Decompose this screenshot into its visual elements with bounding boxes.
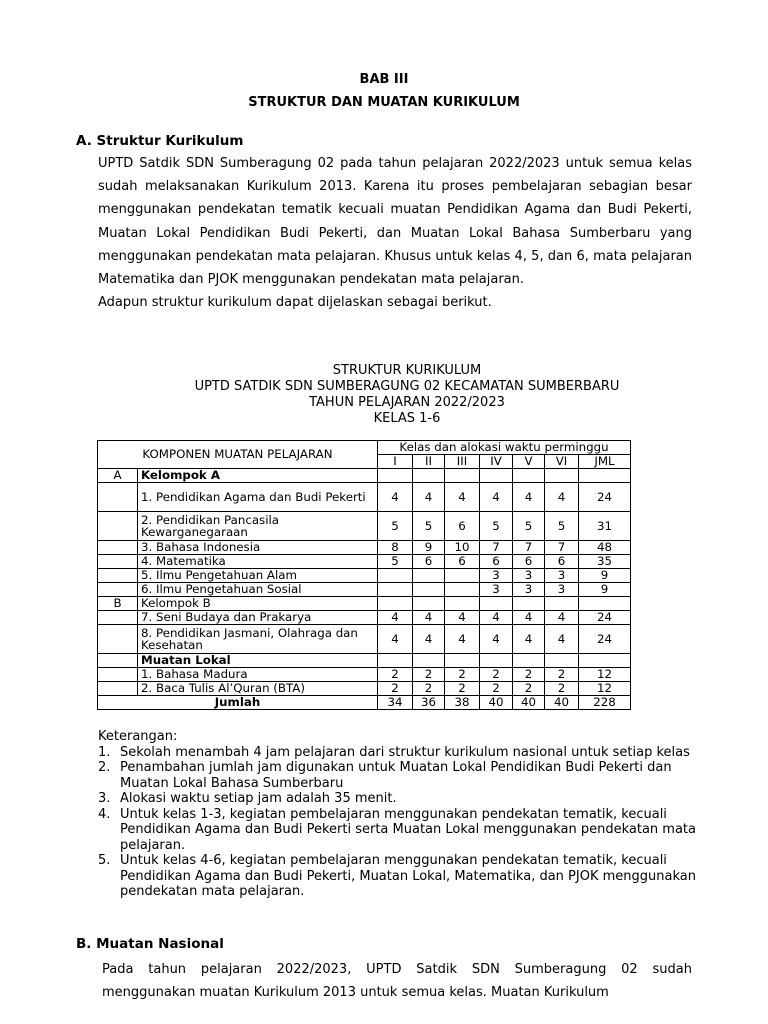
cell-value: 7 [545,541,579,555]
header-alokasi: Kelas dan alokasi waktu perminggu [378,441,631,455]
cell-value [378,569,413,583]
header-kelas: I [378,455,413,469]
cell-value: 4 [413,483,445,512]
table-title-block [0,363,768,427]
section-a-body [98,152,692,314]
cell-total: 9 [579,569,631,583]
jumlah-value: 40 [513,696,545,710]
cell-value: 4 [445,611,480,625]
table-title-line: KELAS 1-6 [373,411,441,426]
subject-label: 1. Bahasa Madura [138,668,378,682]
section-b-paragraph: Pada tahun pelajaran 2022/2023, UPTD Satdik SDN Sumberagung 02 sudah menggunakan muatan Kurikulum 2013 untuk semua kelas. Muatan Kurikulum [102,962,692,1001]
table-title-line: TAHUN PELAJARAN 2022/2023 [309,395,505,410]
header-kelas: III [445,455,480,469]
cell-value [413,569,445,583]
note-item [98,745,698,761]
subject-label: 3. Bahasa Indonesia [138,541,378,555]
section-a-heading: A. Struktur Kurikulum [76,133,244,149]
cell-value: 3 [480,583,513,597]
group-b-code: B [98,597,138,611]
header-kelas: IV [480,455,513,469]
note-item [98,760,698,791]
cell-value: 2 [480,682,513,696]
subject-label: 7. Seni Budaya dan Prakarya [138,611,378,625]
cell-value: 4 [513,483,545,512]
cell-total: 12 [579,682,631,696]
note-number: 2. [98,760,111,775]
group-a-row [98,469,631,483]
cell-value: 4 [545,483,579,512]
muatan-lokal-label: Muatan Lokal [138,654,378,668]
note-item [98,853,698,900]
cell-value: 10 [445,541,480,555]
cell-value: 8 [378,541,413,555]
cell-total: 24 [579,611,631,625]
cell-value: 3 [513,583,545,597]
cell-value: 2 [378,682,413,696]
note-number: 3. [98,791,111,806]
subject-label: 1. Pendidikan Agama dan Budi Pekerti [138,483,378,512]
cell-total: 31 [579,512,631,541]
cell-value [445,583,480,597]
muatan-lokal-row [98,654,631,668]
cell-total: 35 [579,555,631,569]
header-kelas: II [413,455,445,469]
cell-value: 3 [545,569,579,583]
cell-value: 5 [378,512,413,541]
cell-value: 4 [413,625,445,654]
subject-label: 6. Ilmu Pengetahuan Sosial [138,583,378,597]
cell-value: 4 [545,625,579,654]
table-row [98,483,631,512]
cell-value: 4 [480,611,513,625]
header-kelas: VI [545,455,579,469]
section-b-heading: B. Muatan Nasional [76,936,224,952]
cell-value: 2 [413,682,445,696]
group-b-row [98,597,631,611]
cell-value: 9 [413,541,445,555]
cell-value: 5 [378,555,413,569]
cell-value: 5 [545,512,579,541]
jumlah-label: Jumlah [98,696,378,710]
cell-total: 48 [579,541,631,555]
note-text: Alokasi waktu setiap jam adalah 35 menit. [120,791,397,806]
cell-value: 2 [413,668,445,682]
chapter-number: BAB III [359,72,409,87]
curriculum-table [97,440,631,710]
cell-value: 4 [378,483,413,512]
notes-list [98,745,698,900]
subject-label: 2. Baca Tulis Al’Quran (BTA) [138,682,378,696]
note-text: Untuk kelas 1-3, kegiatan pembelajaran menggunakan pendekatan tematik, kecuali Pendidikan Agama dan Budi Pekerti serta Muatan Lokal menggunakan pendekatan mata pelajaran. [120,806,696,853]
subject-label: 8. Pendidikan Jasmani, Olahraga dan Kesehatan [138,625,378,654]
note-number: 4. [98,806,111,822]
cell-value: 6 [445,512,480,541]
table-row [98,541,631,555]
cell-value: 4 [413,611,445,625]
subject-label: 5. Ilmu Pengetahuan Alam [138,569,378,583]
cell-value: 6 [413,555,445,569]
cell-value: 4 [480,625,513,654]
cell-total: 9 [579,583,631,597]
chapter-title: STRUKTUR DAN MUATAN KURIKULUM [248,95,520,110]
table-row [98,611,631,625]
note-item [98,807,698,854]
header-komponen: KOMPONEN MUATAN PELAJARAN [98,441,378,469]
note-text: Untuk kelas 4-6, kegiatan pembelajaran menggunakan pendekatan tematik, kecuali Pendidikan Agama dan Budi Pekerti, Muatan Lokal, Matematika, dan PJOK menggunakan pendekatan mata pelajaran. [120,853,696,899]
cell-value: 3 [545,583,579,597]
cell-value: 3 [480,569,513,583]
cell-total: 24 [579,625,631,654]
header-kelas: V [513,455,545,469]
table-row [98,668,631,682]
cell-value: 2 [445,682,480,696]
cell-value: 2 [513,682,545,696]
group-a-code: A [98,469,138,483]
cell-value: 7 [480,541,513,555]
section-b-body [102,958,692,1004]
group-a-label: Kelompok A [138,469,378,483]
cell-value: 5 [513,512,545,541]
subject-label: 4. Matematika [138,555,378,569]
cell-value: 2 [378,668,413,682]
table-title-line: STRUKTUR KURIKULUM [332,363,482,378]
cell-value: 2 [545,682,579,696]
header-kelas: JML [579,455,631,469]
cell-value: 2 [513,668,545,682]
cell-value: 6 [445,555,480,569]
table-row [98,569,631,583]
jumlah-value: 38 [445,696,480,710]
cell-value: 4 [545,611,579,625]
notes-heading: Keterangan: [98,729,178,744]
cell-value: 4 [378,611,413,625]
jumlah-value: 34 [378,696,413,710]
group-b-label: Kelompok B [138,597,378,611]
table-row [98,512,631,541]
cell-value [413,583,445,597]
table-row [98,555,631,569]
cell-value: 6 [480,555,513,569]
jumlah-total: 228 [579,696,631,710]
jumlah-value: 40 [545,696,579,710]
table-row [98,625,631,654]
note-number: 1. [98,744,111,760]
table-title-line: UPTD SATDIK SDN SUMBERAGUNG 02 KECAMATAN SUMBERBARU [194,379,620,394]
cell-value: 5 [480,512,513,541]
cell-value: 3 [513,569,545,583]
cell-value: 4 [480,483,513,512]
cell-value: 4 [513,611,545,625]
jumlah-value: 40 [480,696,513,710]
section-a-paragraph-2: Adapun struktur kurikulum dapat dijelaskan sebagai berikut. [98,295,492,311]
cell-value: 4 [445,625,480,654]
cell-total: 24 [579,483,631,512]
cell-total: 12 [579,668,631,682]
section-a-paragraph-1: UPTD Satdik SDN Sumberagung 02 pada tahun pelajaran 2022/2023 untuk semua kelas sudah melaksanakan Kurikulum 2013. Karena itu proses pembelajaran sebagian besar menggunakan pendekatan tematik kecuali muatan Pendidikan Agama dan Budi Pekerti, Muatan Lokal Pendidikan Budi Pekerti, dan Muatan Lokal Bahasa Sumberbaru yang menggunakan pendekatan mata pelajaran. Khusus untuk kelas 4, 5, dan 6, mata pelajaran Matematika dan PJOK menggunakan pendekatan mata pelajaran. [98,156,692,288]
subject-label: 2. Pendidikan Pancasila Kewarganegaraan [138,512,378,541]
note-number: 5. [98,853,111,868]
note-text: Penambahan jumlah jam digunakan untuk Muatan Lokal Pendidikan Budi Pekerti dan Muatan Lokal Bahasa Sumberbaru [120,760,672,791]
cell-value: 6 [513,555,545,569]
note-item [98,791,698,807]
cell-value: 4 [513,625,545,654]
jumlah-value: 36 [413,696,445,710]
curriculum-table-wrapper [97,440,631,710]
table-row [98,682,631,696]
table-header-row [98,441,631,455]
cell-value: 4 [445,483,480,512]
cell-value: 7 [513,541,545,555]
cell-value: 5 [413,512,445,541]
note-text: Sekolah menambah 4 jam pelajaran dari struktur kurikulum nasional untuk setiap kelas [120,744,690,760]
cell-value: 2 [545,668,579,682]
cell-value: 2 [445,668,480,682]
cell-value [378,583,413,597]
table-row [98,583,631,597]
cell-value [445,569,480,583]
jumlah-row [98,696,631,710]
cell-value: 4 [378,625,413,654]
cell-value: 2 [480,668,513,682]
notes-block [98,729,698,900]
cell-value: 6 [545,555,579,569]
